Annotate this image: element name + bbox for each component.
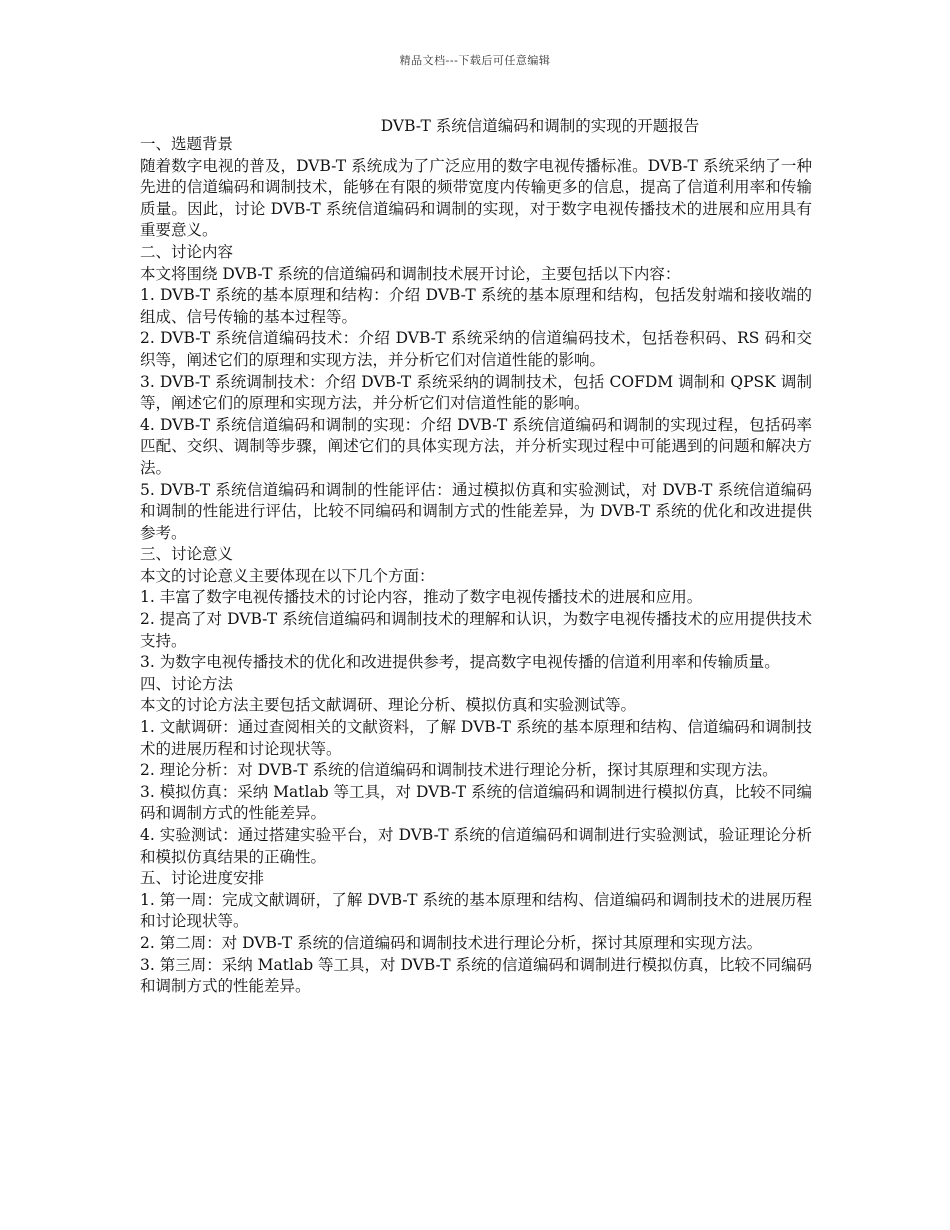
list-item: 2. DVB-T 系统信道编码技术：介绍 DVB-T 系统采纳的信道编码技术，包括卷积码、RS 码和交织等，阐述它们的原理和实现方法，并分析它们对信道性能的影响。 [140,329,812,369]
list-item: 1. 丰富了数字电视传播技术的讨论内容，推动了数字电视传播技术的进展和应用。 [140,588,703,607]
list-item: 1. 第一周：完成文献调研，了解 DVB-T 系统的基本原理和结构、信道编码和调制技术的进展历程和讨论现状等。 [140,890,812,931]
list-item: 5. DVB-T 系统信道编码和调制的性能评估：通过模拟仿真和实验测试，对 DVB-T 系统信道编码和调制的性能进行评估，比较不同编码和调制方式的性能差异，为 DVB-T 系统的优化和改进提供参考。 [140,480,812,542]
section-heading: 四、讨论方法 [140,674,234,693]
list-item: 3. 为数字电视传播技术的优化和改进提供参考，提高数字电视传播的信道利用率和传输质量。 [140,653,780,672]
list-item: 4. DVB-T 系统信道编码和调制的实现：介绍 DVB-T 系统信道编码和调制的实现过程，包括码率匹配、交织、调制等步骤，阐述它们的具体实现方法，并分析实现过程中可能遇到的问题和解决方法。 [140,415,812,477]
list-item: 3. DVB-T 系统调制技术：介绍 DVB-T 系统采纳的调制技术，包括 COFDM 调制和 QPSK 调制等，阐述它们的原理和实现方法，并分析它们对信道性能的影响。 [140,372,812,413]
list-item: 4. 实验测试：通过搭建实验平台，对 DVB-T 系统的信道编码和调制进行实验测试，验证理论分析和模拟仿真结果的正确性。 [140,826,812,866]
paragraph: 本文的讨论意义主要体现在以下几个方面： [140,566,435,585]
list-item: 2. 第二周：对 DVB-T 系统的信道编码和调制技术进行理论分析，探讨其原理和实现方法。 [140,933,763,952]
section-heading: 五、讨论进度安排 [140,869,265,888]
page-header: 精品文档---下载后可任意编辑 [399,54,551,67]
paragraph: 随着数字电视的普及，DVB-T 系统成为了广泛应用的数字电视传播标准。DVB-T 系统采纳了一种先进的信道编码和调制技术，能够在有限的频带宽度内传输更多的信息，提高了信道利用率和传输质量。因此，讨论 DVB-T 系统信道编码和调制的实现，对于数字电视传播技术的进展和应用具有重要意义。 [140,156,812,240]
list-item: 1. DVB-T 系统的基本原理和结构：介绍 DVB-T 系统的基本原理和结构，包括发射端和接收端的组成、信号传输的基本过程等。 [140,286,812,326]
list-item: 3. 第三周：采纳 Matlab 等工具，对 DVB-T 系统的信道编码和调制进行模拟仿真，比较不同编码和调制方式的性能差异。 [140,955,812,996]
paragraph: 本文的讨论方法主要包括文献调研、理论分析、模拟仿真和实验测试等。 [140,696,637,715]
list-item: 2. 提高了对 DVB-T 系统信道编码和调制技术的理解和认识，为数字电视传播技术的应用提供技术支持。 [140,610,812,650]
paragraph: 本文将围绕 DVB-T 系统的信道编码和调制技术展开讨论，主要包括以下内容： [140,264,681,283]
document-body [140,134,812,998]
list-item: 2. 理论分析：对 DVB-T 系统的信道编码和调制技术进行理论分析，探讨其原理和实现方法。 [140,761,778,780]
list-item: 1. 文献调研：通过查阅相关的文献资料，了解 DVB-T 系统的基本原理和结构、信道编码和调制技术的进展历程和讨论现状等。 [140,718,812,758]
section-heading: 一、选题背景 [140,135,234,153]
document-title: DVB-T 系统信道编码和调制的实现的开题报告 [380,117,700,135]
list-item: 3. 模拟仿真：采纳 Matlab 等工具，对 DVB-T 系统的信道编码和调制进行模拟仿真，比较不同编码和调制方式的性能差异。 [140,782,812,823]
section-heading: 三、讨论意义 [140,545,234,564]
section-heading: 二、讨论内容 [140,242,234,261]
